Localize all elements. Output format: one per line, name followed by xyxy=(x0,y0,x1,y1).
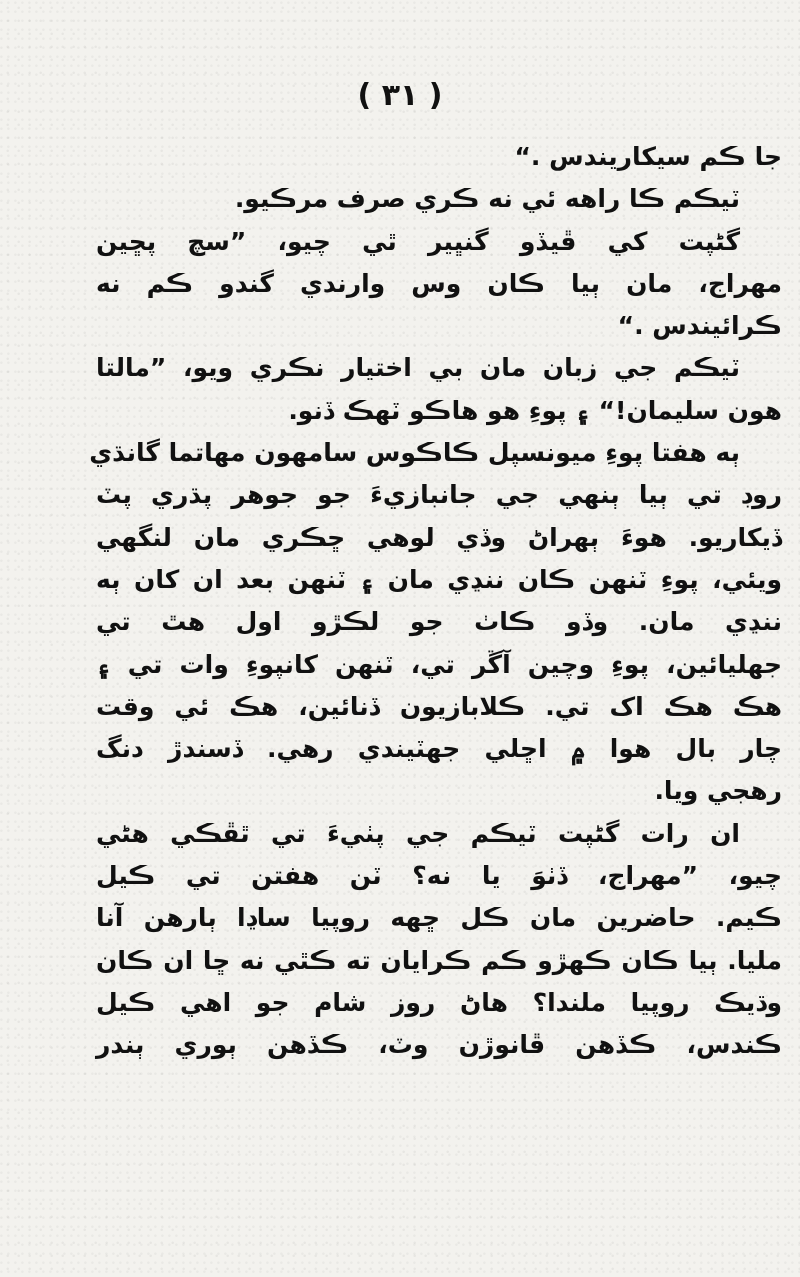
page-number: ( ٣١ ) xyxy=(357,78,443,113)
text-line: رهجي ويا. xyxy=(654,776,782,806)
text-line: جا ڪم سيکاريندس .“ xyxy=(514,142,782,171)
text-line: ڏيکاريو. هوءَ ٻهراڻ وڏي لوهي ڇڪري مان لنگهي xyxy=(96,522,782,552)
text-line: هون سليمان!“ ۽ پوءِ هو هاڪو ٽهڪ ڏنو. xyxy=(288,395,782,425)
text-line: وڌيڪ روپيا ملندا؟ هاڻ روز شام جو اهي ڪيل xyxy=(96,987,782,1017)
text-line: ٽيڪم ڪا راهه ئي نه ڪري صرف مرڪيو. xyxy=(234,184,740,214)
text-line: ٽيڪم جي زبان مان بي اختيار نڪري ويو، ”مالتا xyxy=(96,353,740,383)
text-line: مهراج، مان ٻيا ڪان وس وارندي گندو ڪم نه xyxy=(96,268,782,298)
text-line: ڪندس، ڪڏهن ڦانوڙن وٽ، ڪڏهن ٻوري ٻندر xyxy=(96,1030,782,1060)
text-line: ان رات گڻپت ٽيڪم جي پٺيءَ تي ٿڦڪي هڻي xyxy=(96,818,740,848)
text-line: چيو، ”مهراج، ڏٺوَ يا نه؟ ٽن هفتن تي ڪيل xyxy=(96,861,782,891)
text-line: روڊ تي ٻيا ٻنهي جي جانبازيءَ جو جوهر پڌري پٽ xyxy=(96,480,782,510)
text-line: جهليائين، پوءِ وچين آڱر تي، ٽنهن کانپوءِ وات تي ۽ xyxy=(96,649,782,679)
body-text xyxy=(89,136,782,1067)
text-line: ڪيم. حاضرين مان ڪل ڇهه روپيا ساڍا ٻارهن آنا xyxy=(96,903,782,933)
text-line: مليا. ٻيا ڪان ڪهڙو ڪم ڪرايان ته ڪٿي نه ڇا ان ڪان xyxy=(96,945,782,975)
text-line: هڪ هڪ اک تي. ڪلابازيون ڏنائين، هڪ ئي وقت xyxy=(96,691,782,721)
text-line: ڪرائيندس .“ xyxy=(617,311,782,341)
text-line: ٻه هفتا پوءِ ميونسپل ڪاڪوس سامهون مهاتما گانڌي xyxy=(89,438,740,468)
text-line: ويئي، پوءِ ٽنهن ڪان ننڍي مان ۽ ٽنهن بعد ان کان ٻه xyxy=(96,564,782,594)
text-line: چار بال هوا ۾ اڇلي جهٽيندي رهي. ڏسندڙ دنگ xyxy=(96,734,782,764)
text-line: گڻپت کي ڦيڏو گنڀير ٿي چيو، ”سچ پڇين xyxy=(96,226,740,256)
text-line: ننڍي مان. وڏو ڪاٺ جو لڪڙو اول هٿ تي xyxy=(96,607,782,637)
